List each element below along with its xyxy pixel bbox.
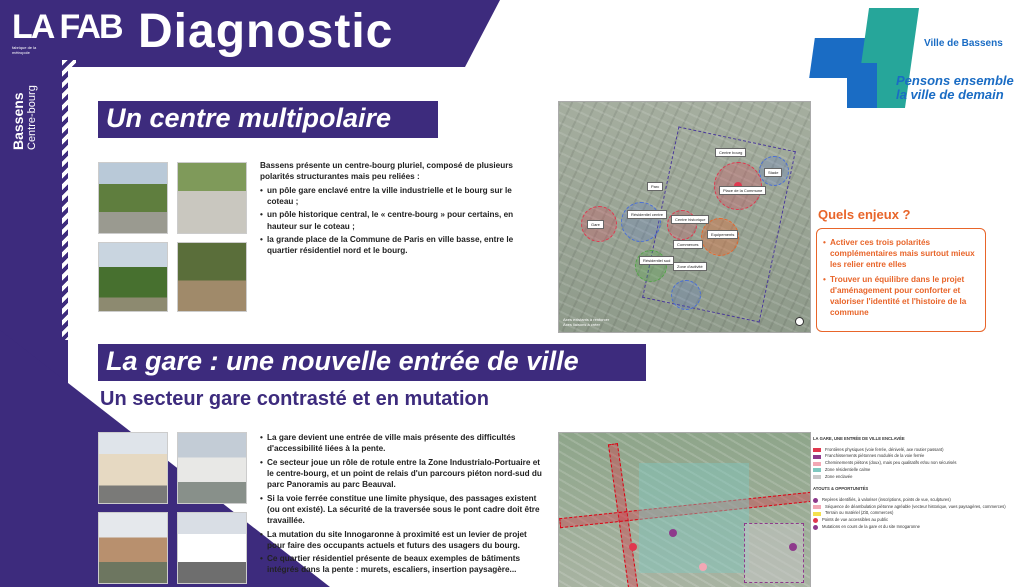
enjeux-item: • Activer ces trois polarités complémentaires mais surtout mieux les relier entre elles xyxy=(823,237,979,270)
enjeux-box xyxy=(816,228,986,332)
section2-bullet: • Ce secteur joue un rôle de rotule entre la Zone Industrialo-Portuaire et le centre-bourg, et un point de relais d'un parcours piéton nord-sud du parc Panoramis au parc Beauval. xyxy=(260,457,545,491)
section2-bullet: • Ce quartier résidentiel présente de beaux exemples de bâtiments intégrés dans la pente : murets, escaliers, insertion paysagère... xyxy=(260,553,545,576)
map-label: Centre historique xyxy=(671,215,709,224)
section2-bullet: • La mutation du site Innogaronne à proximité est un levier de projet pour faire des occupants actuels et futurs des usagers du bourg. xyxy=(260,529,545,552)
legend-row: Mutations en cours de la gare et du site Innogaronne xyxy=(813,524,1013,531)
section1-bullet: • un pôle gare enclavé entre la ville industrielle et le bourg sur le coteau ; xyxy=(260,185,515,208)
section1-bullet: • un pôle historique central, le « centre-bourg » pour certains, en hauteur sur le coteau ; xyxy=(260,209,515,232)
photo-railway xyxy=(177,432,247,504)
logo-shape-blue-2 xyxy=(847,63,877,108)
page-title: Diagnostic xyxy=(138,5,394,58)
map-dot xyxy=(789,543,797,551)
section2-heading: La gare : une nouvelle entrée de ville xyxy=(98,344,646,381)
map-label: Stade xyxy=(764,168,782,177)
map-label: Parc xyxy=(647,182,663,191)
legend-row: Cheminements piétons (doux), mais peu qualitatifs et/ou non sécurisés xyxy=(813,460,1013,467)
section2-bullet: • La gare devient une entrée de ville mais présente des difficultés d'accessibilité liées à la pente. xyxy=(260,432,545,455)
legend-row: Terrain ou matériel (Zitt, commerces) xyxy=(813,510,1013,517)
legend-title-2: ATOUTS & OPPORTUNITÉS xyxy=(813,486,869,492)
map-label: Centre bourg xyxy=(715,148,746,157)
map-label: Résidentiel centre xyxy=(627,210,667,219)
photo-building xyxy=(177,512,247,584)
map-dot xyxy=(699,563,707,571)
map-circle-sud xyxy=(671,280,701,310)
map-circle-parc xyxy=(635,250,667,282)
map-label: Place de la Commune xyxy=(719,186,766,195)
map-label: Gare xyxy=(587,220,604,229)
legend-row: Séquence de déambulation piétonne agréable (vecteur historique, vues paysagères, commerces) xyxy=(813,504,1013,511)
logo-slogan: Pensons ensemble la ville de demain xyxy=(896,73,1014,103)
logo-ville-text: Ville de Bassens xyxy=(924,38,1003,49)
map-residential-zone xyxy=(639,463,749,573)
map1-legend: Axes existants à renforcer Axes liaisons à créer xyxy=(563,316,610,328)
section1-text xyxy=(260,160,515,257)
legend-row: Points de vue accessibles au public xyxy=(813,517,1013,524)
map-circle-residentiel xyxy=(621,202,661,242)
photo-stairs xyxy=(177,162,247,234)
legend-row: Zone enclavée xyxy=(813,474,1013,481)
legend-row: Frontières physiques (voie ferrée, dénivelé, axe routier passant) xyxy=(813,447,1013,454)
photo-house xyxy=(98,512,168,584)
photo-street xyxy=(98,162,168,234)
zigzag-edge xyxy=(62,60,76,340)
photo-landscape xyxy=(98,242,168,312)
legend-row: Zone résidentielle calme xyxy=(813,467,1013,474)
section2-text xyxy=(260,430,545,576)
map-station xyxy=(558,432,811,587)
north-arrow-icon xyxy=(795,317,804,326)
map-label: Zone d'activité xyxy=(673,262,707,271)
section1-heading: Un centre multipolaire xyxy=(98,101,438,138)
enjeux-item: • Trouver un équilibre dans le projet d'aménagement pour conforter et valoriser l'identité et l'histoire de la commune xyxy=(823,274,979,318)
map-enclave-zone xyxy=(744,523,804,583)
map-dot xyxy=(629,543,637,551)
map-label: Equipements xyxy=(707,230,738,239)
enjeux-title: Quels enjeux ? xyxy=(818,207,911,222)
section2-bullet: • Si la voie ferrée constitue une limite physique, des passages existent (ou ont existé). La sécurité de la traversée sous le pont cadre doit être travaillée. xyxy=(260,493,545,527)
map-dot xyxy=(669,529,677,537)
map-label: Commerces xyxy=(673,240,703,249)
photo-station xyxy=(98,432,168,504)
map-polarities xyxy=(558,101,811,333)
bassens-logo xyxy=(812,8,1012,118)
photo-park xyxy=(177,242,247,312)
fab-logo: LA FAB fabrique de la métropole xyxy=(12,8,122,55)
legend-row: Repères identifiés, à valoriser (inscriptions, points de vue, sculptures) xyxy=(813,497,1013,504)
side-caption: Bassens Centre-bourg xyxy=(10,85,38,150)
legend-row: Franchissements piétonnes modulés de la voie ferrée xyxy=(813,453,1013,460)
map2-legend xyxy=(813,436,1013,531)
section1-intro: Bassens présente un centre-bourg pluriel, composé de plusieurs polarités structurantes mais peu reliées : xyxy=(260,161,513,182)
legend-title: LA GARE, UNE ENTRÉE DE VILLE ENCLAVÉE xyxy=(813,436,905,441)
section2-subheading: Un secteur gare contrasté et en mutation xyxy=(100,388,489,410)
map-label: Résidentiel sud xyxy=(639,256,674,265)
section1-bullet: • la grande place de la Commune de Paris en ville basse, entre le quartier résidentiel nord et le bourg. xyxy=(260,234,515,257)
